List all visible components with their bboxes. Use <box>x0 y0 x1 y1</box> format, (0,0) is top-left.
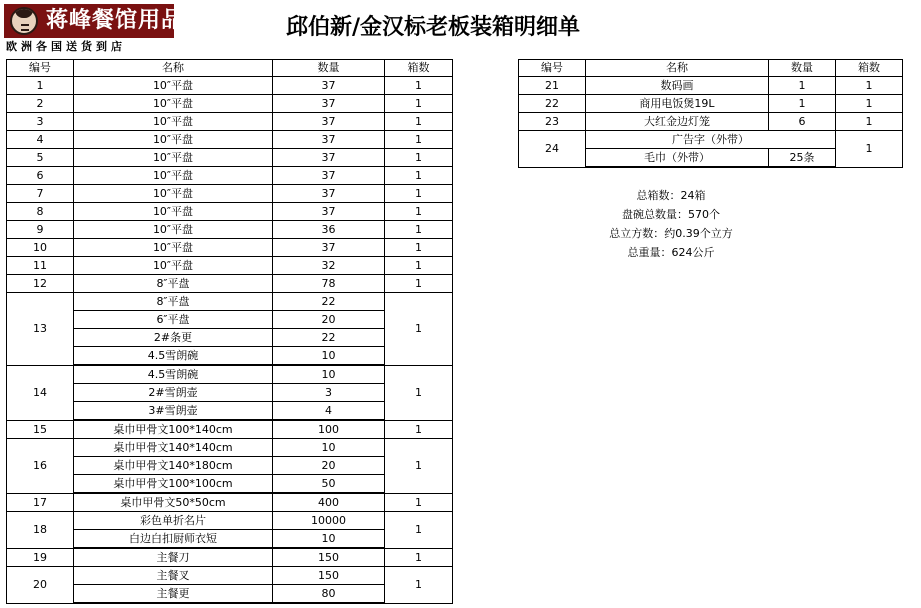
cell-item-name: 桌巾甲骨文140*180cm <box>74 457 273 475</box>
cell-box-count: 1 <box>385 293 453 366</box>
cell-box-no: 21 <box>519 77 586 95</box>
cell-box-no: 15 <box>7 420 74 439</box>
cell-item-qty: 100 <box>273 420 385 439</box>
cell-item-name: 10″平盘 <box>74 167 273 185</box>
cell-item-qty: 37 <box>273 77 385 95</box>
header-boxes: 箱数 <box>836 60 903 77</box>
cell-box-no: 8 <box>7 203 74 221</box>
header-no: 编号 <box>7 60 74 77</box>
cell-item-name: 10″平盘 <box>74 203 273 221</box>
cell-box-no: 16 <box>7 439 74 494</box>
cell-item-qty: 10 <box>273 347 385 366</box>
summary-total-dishes: 盘碗总数量：570个 <box>622 208 720 221</box>
summary-total-weight: 总重量：624公斤 <box>627 246 715 259</box>
cell-box-count: 1 <box>385 167 453 185</box>
cell-item-name: 数码画 <box>586 77 769 95</box>
table-row <box>7 77 453 95</box>
cell-box-count: 1 <box>385 257 453 275</box>
table-row <box>7 548 453 567</box>
cell-item-name: 10″平盘 <box>74 113 273 131</box>
cell-item-name: 10″平盘 <box>74 257 273 275</box>
cell-item-name: 4.5雪朗碗 <box>74 347 273 366</box>
cell-box-count: 1 <box>836 113 903 131</box>
cell-item-name: 6″平盘 <box>74 311 273 329</box>
cell-box-no: 20 <box>7 567 74 604</box>
cell-item-name: 2#条更 <box>74 329 273 347</box>
cell-box-no: 10 <box>7 239 74 257</box>
table-row <box>519 131 903 149</box>
cell-box-no: 23 <box>519 113 586 131</box>
cell-item-name: 白边白扣厨师衣短 <box>74 530 273 549</box>
cell-item-qty: 150 <box>273 567 385 585</box>
cell-item-qty: 10000 <box>273 512 385 530</box>
cell-item-name: 桌巾甲骨文100*100cm <box>74 475 273 494</box>
cell-box-count: 1 <box>836 95 903 113</box>
cell-box-count: 1 <box>385 185 453 203</box>
cell-box-no: 14 <box>7 365 74 420</box>
cell-item-name: 10″平盘 <box>74 239 273 257</box>
header-no: 编号 <box>519 60 586 77</box>
chef-portrait-icon <box>10 7 38 35</box>
cell-box-count: 1 <box>385 493 453 512</box>
cell-box-no: 2 <box>7 95 74 113</box>
cell-box-count: 1 <box>385 439 453 494</box>
table-row <box>519 77 903 95</box>
cell-item-name: 大红金边灯笼 <box>586 113 769 131</box>
header-name: 名称 <box>586 60 769 77</box>
cell-box-count: 1 <box>385 203 453 221</box>
cell-item-qty: 3 <box>273 384 385 402</box>
cell-item-name: 10″平盘 <box>74 185 273 203</box>
table-row <box>7 293 453 311</box>
cell-item-name: 主餐更 <box>74 585 273 604</box>
cell-box-no: 7 <box>7 185 74 203</box>
table-row <box>7 149 453 167</box>
table-row <box>7 257 453 275</box>
cell-item-name: 10″平盘 <box>74 221 273 239</box>
cell-item-qty: 10 <box>273 365 385 384</box>
cell-item-qty: 10 <box>273 439 385 457</box>
packing-summary <box>596 186 746 262</box>
table-row <box>7 275 453 293</box>
cell-item-qty: 37 <box>273 95 385 113</box>
table-row <box>7 167 453 185</box>
cell-item-name: 广告字（外带） <box>586 131 836 149</box>
cell-item-qty: 22 <box>273 329 385 347</box>
cell-item-name: 桌巾甲骨文50*50cm <box>74 493 273 512</box>
cell-item-name: 主餐叉 <box>74 567 273 585</box>
cell-item-qty: 37 <box>273 167 385 185</box>
cell-item-name: 商用电饭煲19L <box>586 95 769 113</box>
cell-item-qty: 50 <box>273 475 385 494</box>
table-header-row <box>7 60 453 77</box>
cell-item-qty: 32 <box>273 257 385 275</box>
cell-box-no: 6 <box>7 167 74 185</box>
cell-item-name: 10″平盘 <box>74 131 273 149</box>
cell-box-count: 1 <box>385 131 453 149</box>
cell-box-no: 13 <box>7 293 74 366</box>
logo-banner <box>4 4 185 38</box>
cell-box-count: 1 <box>385 512 453 549</box>
summary-total-boxes: 总箱数：24箱 <box>636 189 706 202</box>
cell-item-name: 桌巾甲骨文140*140cm <box>74 439 273 457</box>
cell-item-qty: 78 <box>273 275 385 293</box>
table-row <box>7 95 453 113</box>
cell-box-no: 1 <box>7 77 74 95</box>
packing-table-left-body <box>7 60 453 604</box>
cell-item-name: 10″平盘 <box>74 77 273 95</box>
cell-item-qty: 20 <box>273 457 385 475</box>
cell-item-name: 8″平盘 <box>74 293 273 311</box>
cell-item-qty: 80 <box>273 585 385 604</box>
table-row <box>7 493 453 512</box>
packing-table-right <box>518 59 903 168</box>
table-row <box>519 95 903 113</box>
brand-logo <box>4 4 185 54</box>
cell-item-qty: 4 <box>273 402 385 421</box>
cell-box-count: 1 <box>836 131 903 168</box>
cell-box-count: 1 <box>385 149 453 167</box>
cell-item-name: 毛巾（外带） <box>586 149 769 168</box>
table-row <box>7 512 453 530</box>
cell-item-qty: 37 <box>273 113 385 131</box>
logo-tagline: 欧洲各国送货到店 <box>6 40 126 53</box>
cell-box-count: 1 <box>385 239 453 257</box>
cell-item-name: 桌巾甲骨文100*140cm <box>74 420 273 439</box>
cell-box-count: 1 <box>385 95 453 113</box>
header-boxes: 箱数 <box>385 60 453 77</box>
cell-box-count: 1 <box>385 420 453 439</box>
cell-item-qty: 36 <box>273 221 385 239</box>
cell-item-name: 10″平盘 <box>74 149 273 167</box>
cell-item-qty: 37 <box>273 203 385 221</box>
cell-item-name: 主餐刀 <box>74 548 273 567</box>
table-row <box>7 239 453 257</box>
packing-table-right-body <box>519 60 903 168</box>
table-row <box>7 131 453 149</box>
page-title: 邱伯新/金汉标老板装箱明细单 <box>286 14 581 40</box>
cell-box-no: 5 <box>7 149 74 167</box>
cell-box-count: 1 <box>836 77 903 95</box>
cell-box-no: 11 <box>7 257 74 275</box>
cell-item-qty: 400 <box>273 493 385 512</box>
cell-box-no: 18 <box>7 512 74 549</box>
table-row <box>7 365 453 384</box>
cell-item-qty: 37 <box>273 185 385 203</box>
header-name: 名称 <box>74 60 273 77</box>
header-qty: 数量 <box>769 60 836 77</box>
header-qty: 数量 <box>273 60 385 77</box>
cell-item-qty: 1 <box>769 95 836 113</box>
cell-box-count: 1 <box>385 548 453 567</box>
table-row <box>7 221 453 239</box>
cell-box-count: 1 <box>385 365 453 420</box>
table-row <box>7 203 453 221</box>
cell-box-no: 19 <box>7 548 74 567</box>
cell-box-no: 24 <box>519 131 586 168</box>
table-row <box>7 567 453 585</box>
cell-item-qty: 37 <box>273 131 385 149</box>
table-row <box>7 113 453 131</box>
cell-item-name: 彩色单折名片 <box>74 512 273 530</box>
cell-item-qty: 37 <box>273 239 385 257</box>
cell-box-count: 1 <box>385 113 453 131</box>
cell-box-no: 17 <box>7 493 74 512</box>
cell-item-name: 2#雪朗壶 <box>74 384 273 402</box>
cell-box-no: 3 <box>7 113 74 131</box>
cell-item-name: 10″平盘 <box>74 95 273 113</box>
cell-item-qty: 10 <box>273 530 385 549</box>
cell-item-name: 4.5雪朗碗 <box>74 365 273 384</box>
cell-item-qty: 22 <box>273 293 385 311</box>
table-row <box>7 420 453 439</box>
cell-item-qty: 20 <box>273 311 385 329</box>
cell-box-no: 12 <box>7 275 74 293</box>
cell-item-name: 3#雪朗壶 <box>74 402 273 421</box>
cell-box-no: 4 <box>7 131 74 149</box>
cell-box-count: 1 <box>385 275 453 293</box>
cell-box-count: 1 <box>385 567 453 604</box>
cell-item-qty: 150 <box>273 548 385 567</box>
cell-item-qty: 37 <box>273 149 385 167</box>
logo-name: 蒋峰餐馆用品 <box>46 8 185 33</box>
packing-table-left <box>6 59 453 604</box>
cell-box-no: 22 <box>519 95 586 113</box>
cell-box-count: 1 <box>385 221 453 239</box>
cell-box-count: 1 <box>385 77 453 95</box>
cell-item-name: 8″平盘 <box>74 275 273 293</box>
table-row <box>519 113 903 131</box>
table-row <box>7 185 453 203</box>
cell-box-no: 9 <box>7 221 74 239</box>
cell-item-qty: 25条 <box>769 149 836 168</box>
table-header-row <box>519 60 903 77</box>
summary-total-volume: 总立方数：约0.39个立方 <box>609 227 733 240</box>
table-row <box>7 439 453 457</box>
cell-item-qty: 6 <box>769 113 836 131</box>
cell-item-qty: 1 <box>769 77 836 95</box>
